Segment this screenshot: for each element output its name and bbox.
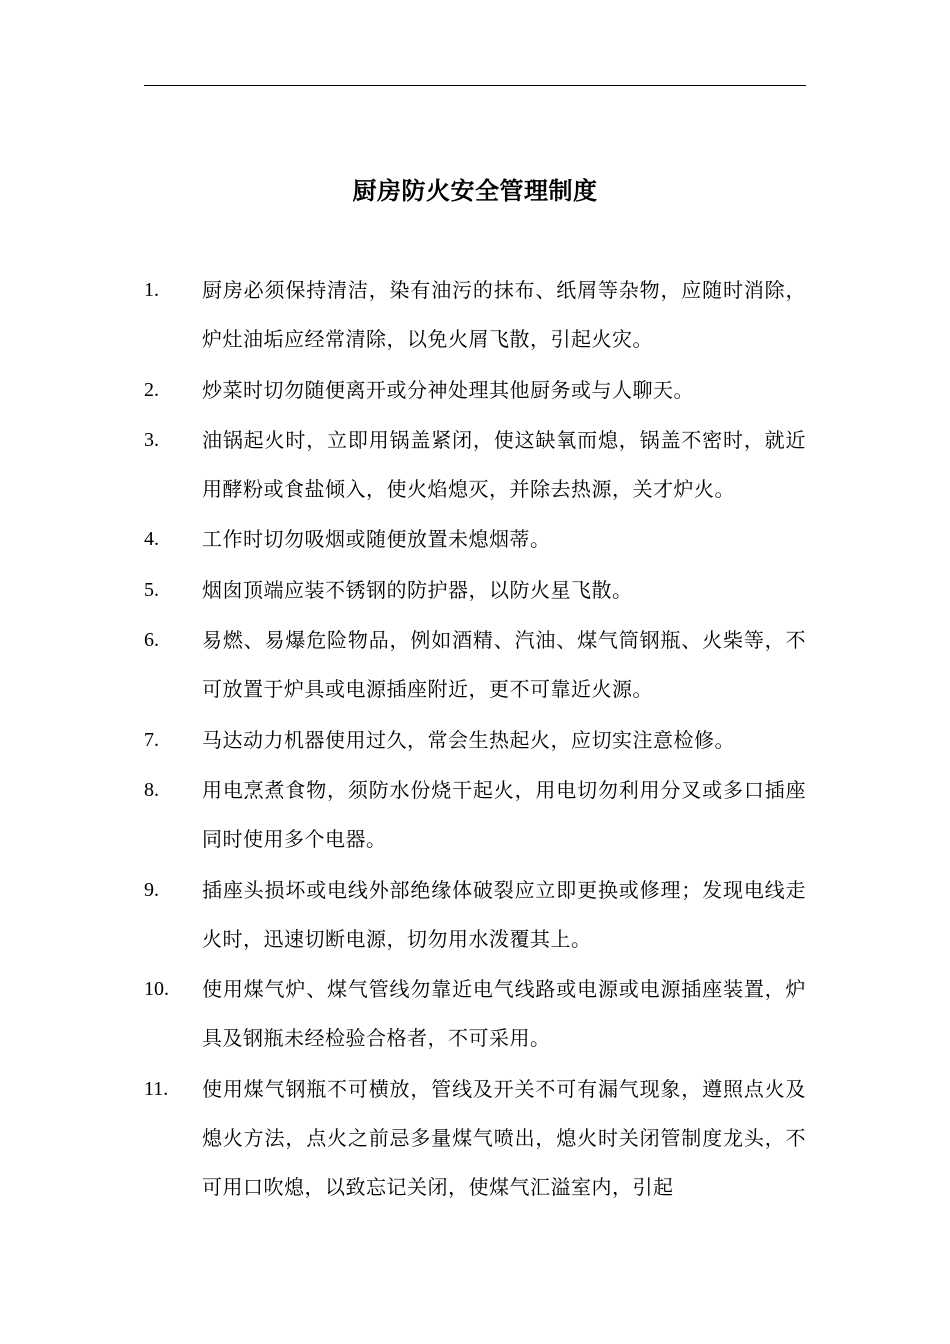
rule-item-3 [144,416,806,515]
rule-number: 9. [144,878,159,901]
rule-item-1 [144,266,806,365]
rule-item-6 [144,616,806,715]
rule-item-9 [144,866,806,965]
rules-list [144,266,806,1214]
rule-text: 油锅起火时，立即用锅盖紧闭，使这缺氧而熄，锅盖不密时，就近用酵粉或食盐倾入，使火焰熄灭，并除去热源，关才炉火。 [202,427,806,502]
rule-item-8 [144,766,806,865]
rule-number: 7. [144,728,159,751]
rule-number: 11. [144,1077,169,1100]
rule-item-10 [144,965,806,1064]
rule-item-2 [144,366,806,415]
rule-number: 8. [144,778,159,801]
rule-number: 2. [144,378,159,401]
rule-text: 马达动力机器使用过久，常会生热起火，应切实注意检修。 [202,727,735,752]
document-title: 厨房防火安全管理制度 [352,177,598,205]
rule-number: 5. [144,578,159,601]
rule-number: 3. [144,428,159,451]
rule-text: 使用煤气炉、煤气管线勿靠近电气线路或电源或电源插座装置，炉具及钢瓶未经检验合格者，不可采用。 [202,977,806,1051]
rule-number: 6. [144,629,159,652]
rule-text: 用电烹煮食物，须防水份烧干起火，用电切勿利用分叉或多口插座同时使用多个电器。 [202,777,806,852]
rule-text: 烟囱顶端应装不锈钢的防护器，以防火星飞散。 [202,577,633,602]
rule-text: 工作时切勿吸烟或随便放置未熄烟蒂。 [202,527,551,552]
rule-item-7 [144,716,806,765]
rule-item-4 [144,515,806,564]
header-rule [144,85,806,86]
rule-number: 1. [144,279,159,301]
rule-text: 插座头损坏或电线外部绝缘体破裂应立即更换或修理；发现电线走火时，迅速切断电源，切勿用水泼覆其上。 [202,877,806,951]
rule-number: 10. [144,978,169,1001]
rule-item-5 [144,566,806,615]
rule-number: 4. [144,528,159,551]
rule-text: 使用煤气钢瓶不可横放，管线及开关不可有漏气现象，遵照点火及熄火方法，点火之前忌多量煤气喷出，熄火时关闭管制度龙头，不可用口吹熄，以致忘记关闭，使煤气汇溢室内，引起 [202,1076,806,1200]
rule-text: 炒菜时切勿随便离开或分神处理其他厨务或与人聊天。 [202,377,694,402]
rule-item-11 [144,1065,806,1213]
rule-text: 厨房必须保持清洁，染有油污的抹布、纸屑等杂物，应随时消除，炉灶油垢应经常清除，以免火屑飞散，引起火灾。 [202,278,806,352]
rule-text: 易燃、易爆危险物品，例如酒精、汽油、煤气筒钢瓶、火柴等，不可放置于炉具或电源插座附近，更不可靠近火源。 [202,628,806,702]
